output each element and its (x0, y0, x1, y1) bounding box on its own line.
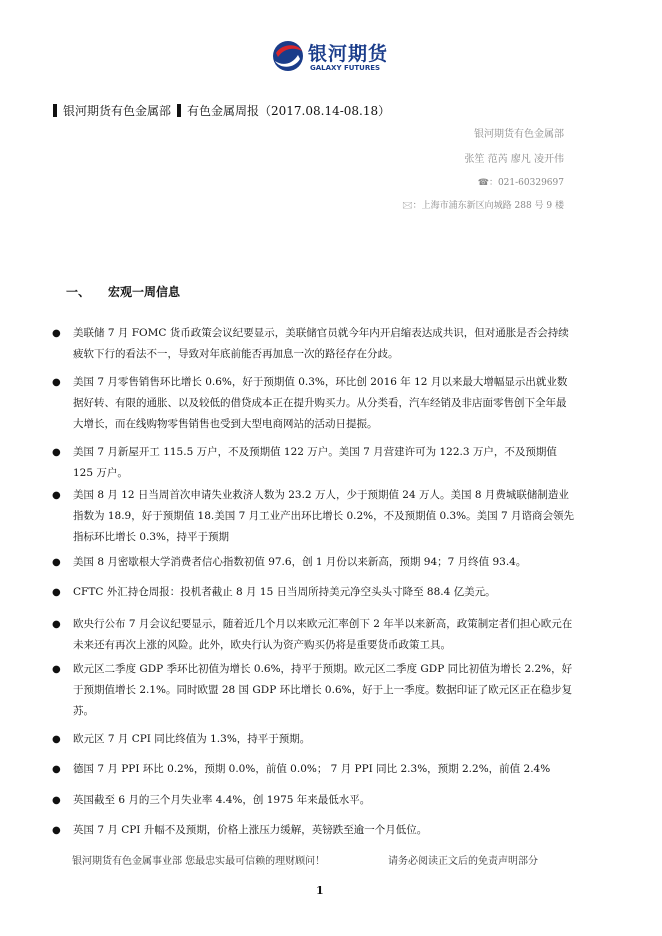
info-phone: ☎：021-60329697 (477, 178, 564, 188)
page-number: 1 (316, 884, 324, 897)
section-number: 一、 (66, 285, 91, 299)
footer-slogan: 银河期货有色金属事业部 您最忠实最可信赖的理财顾问！ (72, 856, 326, 867)
list-item: 美国 7 月新屋开工 115.5 万户，不及预期值 122 万户。美国 7 月营建许可为 122.3 万户，不及预期值 125 万户。 (73, 446, 557, 479)
bullet-icon: ● (52, 825, 61, 836)
logo-name-cn: 银河期货 (308, 43, 389, 65)
galaxy-logo-icon (272, 39, 304, 73)
header-department: 银河期货有色金属部 (63, 104, 172, 118)
bullet-icon: ● (52, 557, 61, 568)
list-item: 德国 7 月 PPI 环比 0.2%，预期 0.0%，前值 0.0%； 7 月 PPI 同比 2.3%，预期 2.2%，前值 2.4% (73, 763, 551, 775)
bullet-icon: ● (52, 734, 61, 745)
bullet-icon: ● (52, 664, 61, 675)
section-title: 宏观一周信息 (108, 285, 181, 299)
report-header (53, 102, 390, 119)
bullet-icon: ● (52, 587, 61, 598)
section-heading (66, 283, 180, 300)
info-analysts: 张笙 范芮 廖凡 凌开伟 (464, 154, 564, 165)
bullet-icon: ● (52, 447, 61, 458)
list-item: 美联储 7 月 FOMC 货币政策会议纪要显示，美联储官员就今年内开启缩表达成共识，但对通胀是否会持续疲软下行的看法不一，导致对年底前能否再加息一次的路径存在分歧。 (73, 327, 569, 360)
info-address: 🖂：上海市浦东新区向城路 288 号 9 楼 (402, 201, 564, 211)
list-item: 欧央行公布 7 月会议纪要显示，随着近几个月以来欧元汇率创下 2 年半以来新高，政策制定者们担心欧元在未来还有再次上涨的风险。此外，欧央行认为资产购买仍将是重要货币政策工具。 (73, 618, 573, 651)
info-team: 银河期货有色金属部 (474, 129, 564, 140)
report-title: 有色金属周报（2017.08.14-08.18） (187, 104, 391, 118)
header-bar-marker (177, 104, 181, 117)
bullet-icon: ● (52, 764, 61, 775)
header-bar-marker (53, 104, 57, 117)
bullet-icon: ● (52, 377, 61, 388)
list-item: 欧元区二季度 GDP 季环比初值为增长 0.6%，持平于预期。欧元区二季度 GDP 同比初值为增长 2.2%，好于预期值增长 2.1%。同时欧盟 28 国 GDP 环比增长 0.6%，好于上一季度。数据印证了欧元区正在稳步复苏。 (73, 663, 573, 717)
company-logo (272, 39, 392, 75)
bullet-icon: ● (52, 619, 61, 630)
footer-disclaimer: 请务必阅读正文后的免责声明部分 (388, 856, 538, 867)
list-item: CFTC 外汇持仓周报：投机者截止 8 月 15 日当周所持美元净空头头寸降至 88.4 亿美元。 (73, 586, 496, 598)
bullet-icon: ● (52, 795, 61, 806)
list-item: 美国 8 月 12 日当周首次申请失业救济人数为 23.2 万人，少于预期值 24 万人。美国 8 月费城联储制造业指数为 18.9，好于预期值 18.美国 7 月工业产出环比增长 0.2%，不及预期值 0.3%。美国 7 月谘商会领先指标环比增长 0.3%，持平于预期 (73, 489, 574, 543)
list-item: 美国 8 月密歇根大学消费者信心指数初值 97.6，创 1 月份以来新高，预期 94；7 月终值 93.4。 (73, 556, 527, 568)
logo-name-en: GALAXY FUTURES (310, 64, 381, 72)
list-item: 英国 7 月 CPI 升幅不及预期，价格上涨压力缓解，英镑跌至逾一个月低位。 (73, 824, 428, 836)
list-item: 欧元区 7 月 CPI 同比终值为 1.3%，持平于预期。 (73, 733, 311, 745)
list-item: 英国截至 6 月的三个月失业率 4.4%，创 1975 年来最低水平。 (73, 794, 371, 806)
bullet-icon: ● (52, 328, 61, 339)
list-item: 美国 7 月零售销售环比增长 0.6%，好于预期值 0.3%，环比创 2016 年 12 月以来最大增幅显示出就业数据好转、有限的通胀、以及较低的借贷成本正在提升购买力。从分类看，汽车经销及非店面零售创下全年最大增长，而在线购物零售销售也受到大型电商网站的活动日提振。 (73, 376, 568, 430)
bullet-icon: ● (52, 490, 61, 501)
